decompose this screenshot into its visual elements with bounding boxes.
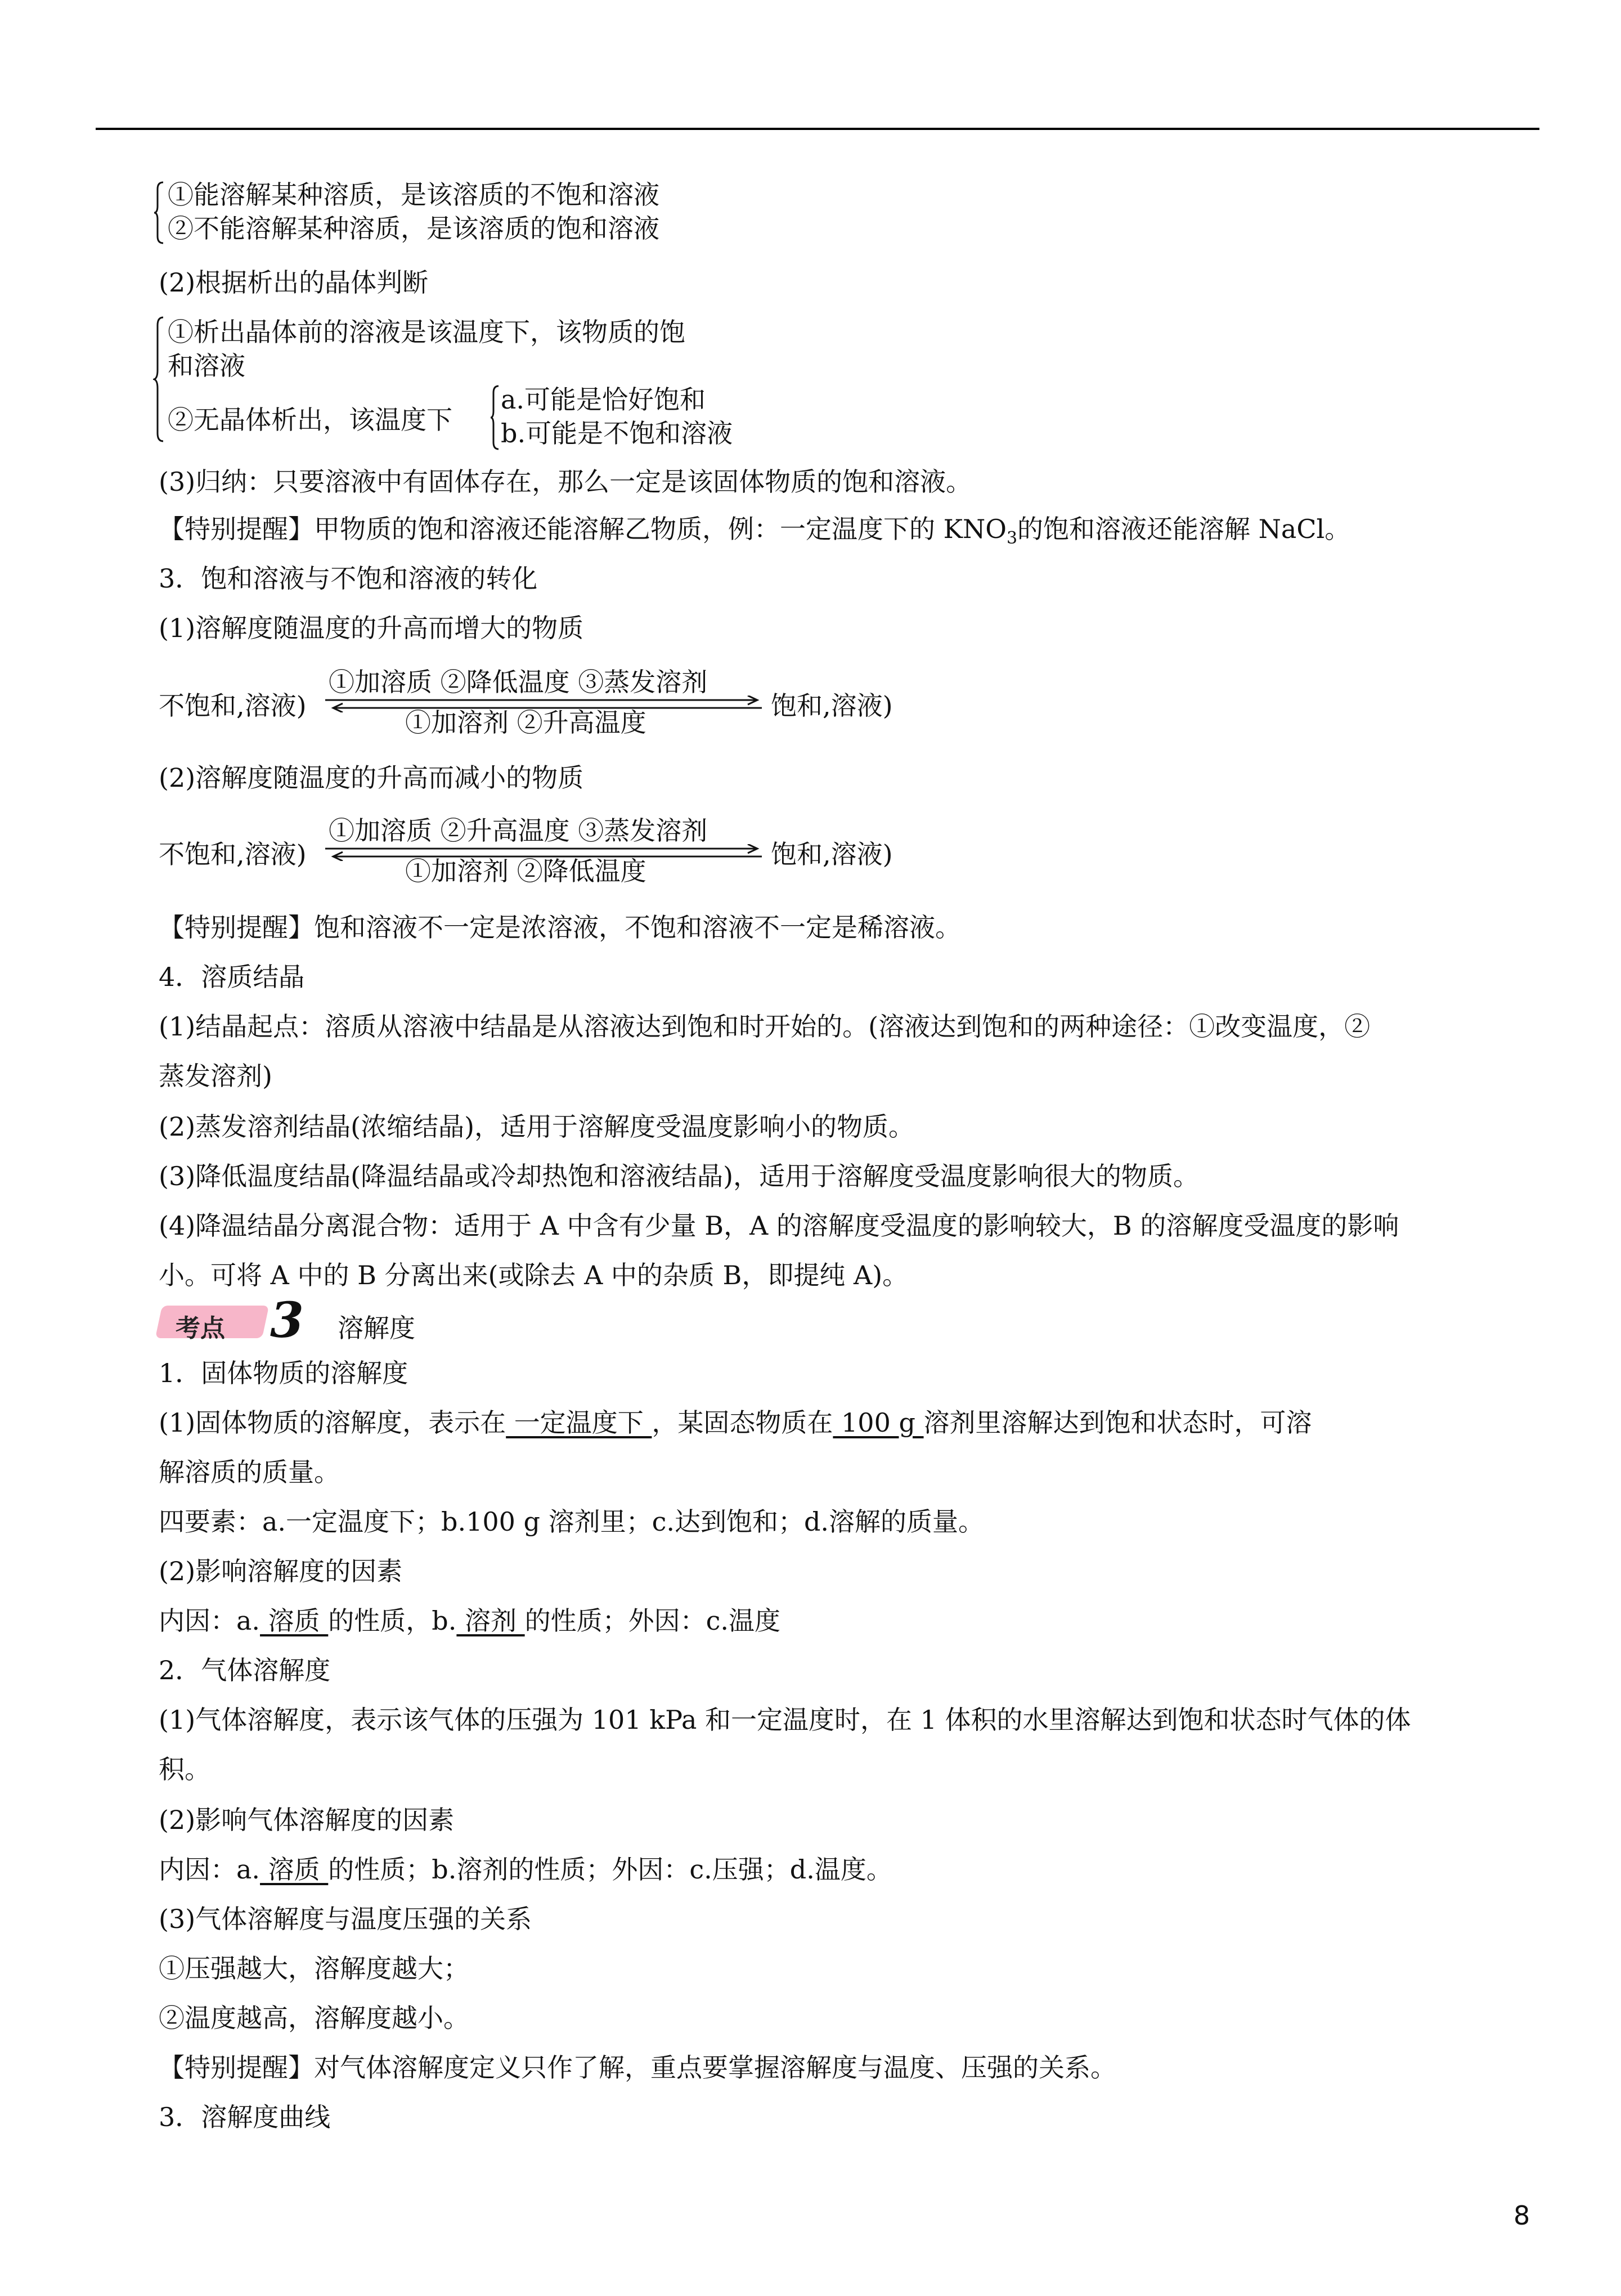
badge-number: 3 (270, 1292, 304, 1349)
text-line: (1)结晶起点：溶质从溶液中结晶是从溶液达到饱和时开始的。(溶液达到饱和的两种途径：①改变温度，② (159, 1011, 1371, 1042)
section-heading: 3．溶解度曲线 (159, 2102, 331, 2132)
text-line: a.可能是恰好饱和 (501, 384, 706, 415)
text-seg: 的性质，b. (328, 1606, 457, 1636)
text-line: ②无晶体析出，该温度下 (168, 405, 452, 435)
section-heading: 1．固体物质的溶解度 (159, 1358, 408, 1388)
text-line: 蒸发溶剂) (159, 1061, 272, 1091)
text-line: ①析出晶体前的溶液是该温度下，该物质的饱 (168, 317, 685, 347)
transform-bottom: ①加溶剂 ②降低温度 (405, 856, 646, 886)
text-seg: ，某固态物质在 (652, 1407, 833, 1438)
section-heading: 3．饱和溶液与不饱和溶液的转化 (159, 563, 538, 594)
kaodian-title: 溶解度 (338, 1313, 415, 1343)
text-line: (3)归纳：只要溶液中有固体存在，那么一定是该固体物质的饱和溶液。 (159, 467, 972, 497)
brace-1 (153, 181, 165, 244)
transform-top: ①加溶质 ②降低温度 ③蒸发溶剂 (329, 667, 708, 697)
page-number: 8 (1514, 2200, 1530, 2231)
special-note: 【特别提醒】饱和溶液不一定是浓溶液，不饱和溶液不一定是稀溶液。 (159, 912, 961, 943)
answer-blank: 一定温度下 (506, 1407, 652, 1438)
text-line: ②温度越高，溶解度越小。 (159, 2003, 469, 2033)
special-note (159, 512, 1350, 555)
text-line (159, 1853, 892, 1886)
answer-blank: 溶剂 (456, 1606, 525, 1636)
transform-top: ①加溶质 ②升高温度 ③蒸发溶剂 (329, 815, 708, 846)
text-seg: 内因：a. (159, 1854, 261, 1885)
text-line: 解溶质的质量。 (159, 1457, 340, 1487)
transform-right: 饱和,溶液) (771, 839, 893, 869)
answer-blank: 100 g (833, 1407, 924, 1438)
text-line: (1)溶解度随温度的升高而增大的物质 (159, 613, 584, 643)
answer-blank: 溶质 (260, 1606, 329, 1636)
text-line (159, 1406, 1312, 1440)
answer-blank: 溶质 (260, 1854, 329, 1885)
kaodian-badge (159, 1292, 304, 1349)
transform-right: 饱和,溶液) (771, 690, 893, 721)
text-line: (2)影响气体溶解度的因素 (159, 1805, 455, 1835)
brace-2 (153, 316, 165, 442)
badge-label: 考点 (176, 1314, 225, 1343)
note-text: 【特别提醒】甲物质的饱和溶液还能溶解乙物质，例：一定温度下的 KNO (159, 514, 1007, 544)
subscript: 3 (1006, 528, 1018, 549)
text-line: ①压强越大，溶解度越大； (159, 1953, 469, 1984)
text-line: b.可能是不饱和溶液 (501, 418, 733, 449)
text-seg: 内因：a. (159, 1606, 261, 1636)
text-line: ②不能溶解某种溶质，是该溶质的饱和溶液 (168, 213, 659, 244)
text-line: (3)降低温度结晶(降温结晶或冷却热饱和溶液结晶)，适用于溶解度受温度影响很大的物质。 (159, 1161, 1200, 1191)
text-line: (2)蒸发溶剂结晶(浓缩结晶)，适用于溶解度受温度影响小的物质。 (159, 1111, 915, 1142)
text-line: (4)降温结晶分离混合物：适用于 A 中含有少量 B，A 的溶解度受温度的影响较大，B 的溶解度受温度的影响 (159, 1210, 1399, 1241)
text-line: 四要素：a.一定温度下；b.100 g 溶剂里；c.达到饱和；d.溶解的质量。 (159, 1506, 985, 1537)
text-line (159, 1604, 780, 1638)
transform-bottom: ①加溶剂 ②升高温度 (405, 707, 646, 738)
text-line: (2)影响溶解度的因素 (159, 1556, 403, 1586)
text-line: (1)气体溶解度，表示该气体的压强为 101 kPa 和一定温度时，在 1 体积的水里溶解达到饱和状态时气体的体 (159, 1705, 1411, 1735)
text-line: 和溶液 (168, 351, 245, 381)
text-seg: 溶剂里溶解达到饱和状态时，可溶 (923, 1407, 1312, 1438)
text-line: 小。可将 A 中的 B 分离出来(或除去 A 中的杂质 B，即提纯 A)。 (159, 1260, 909, 1290)
brace-3 (490, 385, 501, 450)
text-line: ①能溶解某种溶质，是该溶质的不饱和溶液 (168, 180, 659, 210)
special-note: 【特别提醒】对气体溶解度定义只作了解，重点要掌握溶解度与温度、压强的关系。 (159, 2052, 1116, 2083)
text-line: (2)根据析出的晶体判断 (159, 267, 429, 298)
header-rule (96, 128, 1539, 130)
text-seg: 的性质；b.溶剂的性质；外因：c.压强；d.温度。 (328, 1854, 892, 1885)
transform-left: 不饱和,溶液) (159, 839, 307, 869)
section-heading: 4．溶质结晶 (159, 962, 305, 992)
note-text: 的饱和溶液还能溶解 NaCl。 (1017, 514, 1351, 544)
text-line: (3)气体溶解度与温度压强的关系 (159, 1904, 532, 1934)
text-line: 积。 (159, 1754, 210, 1784)
section-heading: 2．气体溶解度 (159, 1655, 331, 1685)
transform-left: 不饱和,溶液) (159, 690, 307, 721)
text-seg: 的性质；外因：c.温度 (524, 1606, 781, 1636)
text-seg: (1)固体物质的溶解度，表示在 (159, 1407, 506, 1438)
text-line: (2)溶解度随温度的升高而减小的物质 (159, 763, 584, 793)
